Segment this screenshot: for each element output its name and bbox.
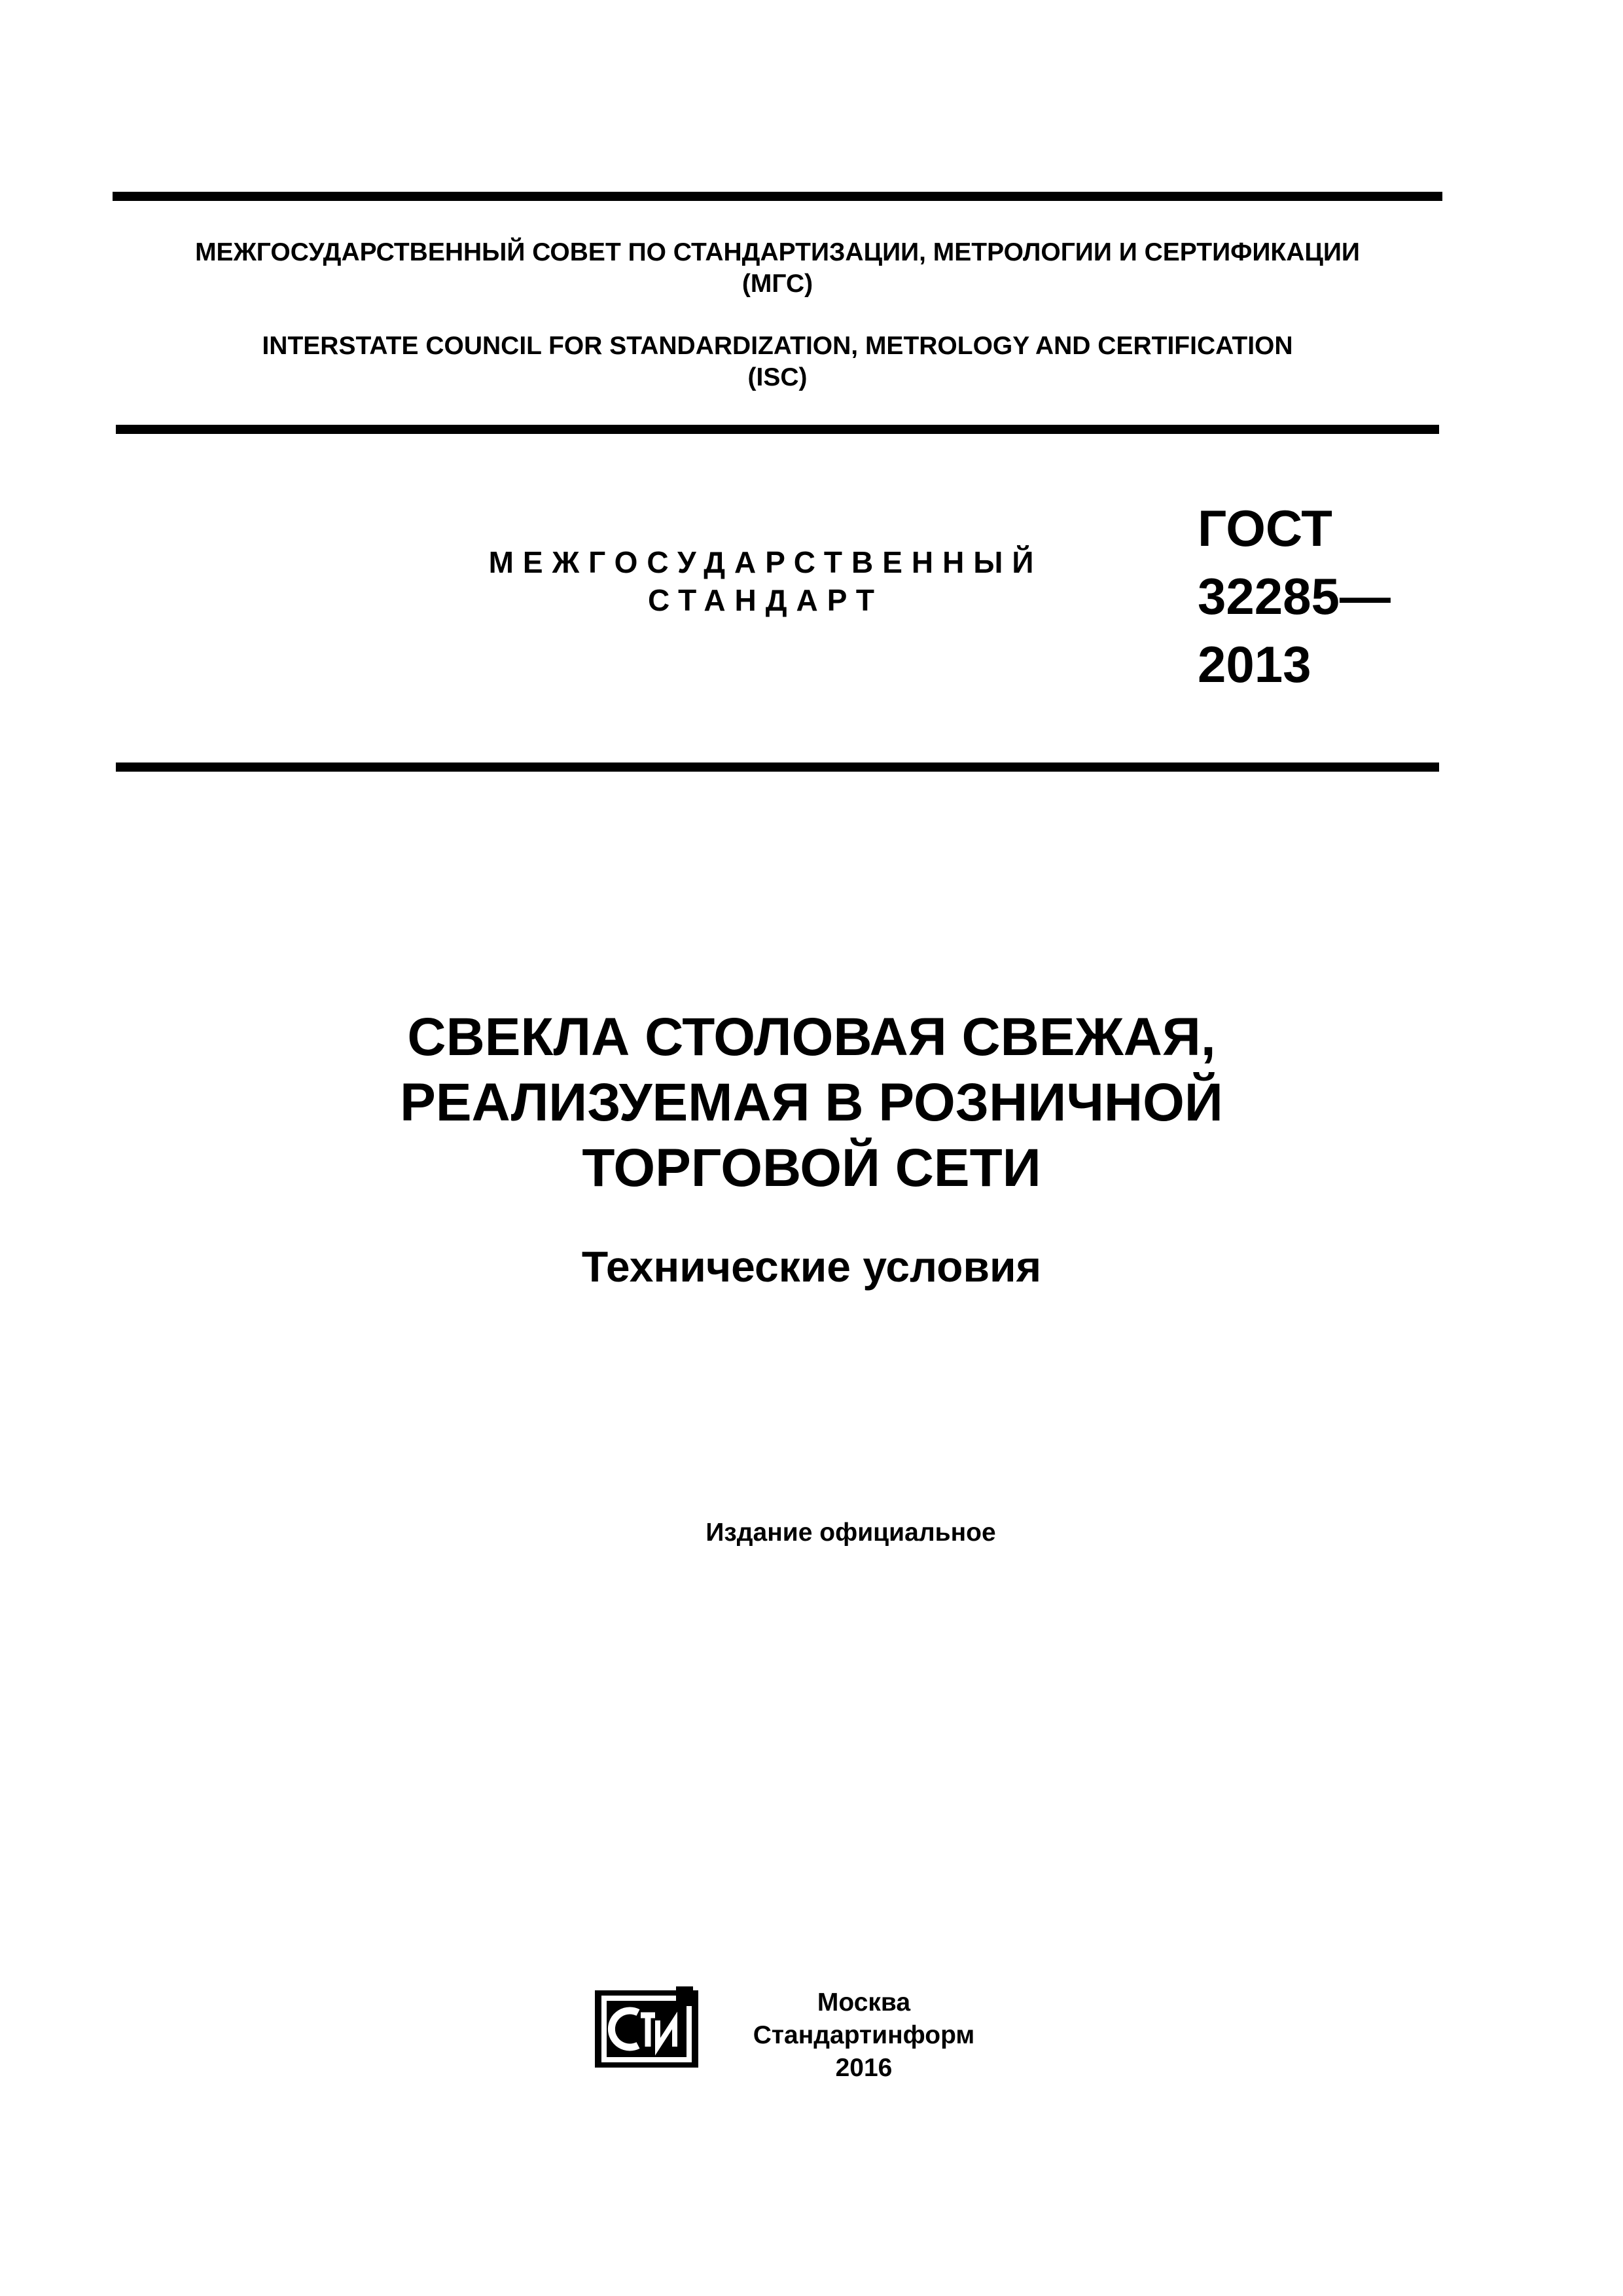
document-title (131, 1005, 1492, 1201)
council-en-name: INTERSTATE COUNCIL FOR STANDARDIZATION, METROLOGY AND CERTIFICATION (262, 332, 1293, 360)
document-subtitle: Технические условия (581, 1242, 1042, 1291)
standard-type-line2: СТАНДАРТ (648, 583, 883, 617)
publisher-name: Стандартинформ (753, 2021, 975, 2049)
council-ru (113, 237, 1442, 300)
standard-type-line1: МЕЖГОСУДАРСТВЕННЫЙ (488, 545, 1043, 579)
publisher-block (707, 1986, 1021, 2085)
council-en (113, 331, 1442, 393)
council-ru-abbr: (МГС) (741, 270, 813, 298)
header-bottom-rule (116, 425, 1439, 434)
edition-note: Издание официальное (705, 1518, 996, 1547)
title-line3: ТОРГОВОЙ СЕТИ (582, 1138, 1041, 1198)
designation-bottom-rule (116, 762, 1439, 772)
publisher-city: Москва (817, 1988, 911, 2017)
council-ru-name: МЕЖГОСУДАРСТВЕННЫЙ СОВЕТ ПО СТАНДАРТИЗАЦИИ, МЕТРОЛОГИИ И СЕРТИФИКАЦИИ (195, 238, 1360, 266)
council-en-abbr: (ISC) (747, 363, 808, 391)
gost-label: ГОСТ (1198, 499, 1332, 557)
top-rule (113, 192, 1442, 201)
gost-number: 32285— (1198, 567, 1391, 625)
standard-type (419, 543, 1113, 619)
publisher-year: 2016 (835, 2054, 893, 2082)
standartinform-logo-icon (592, 1986, 704, 2072)
gost-year: 2013 (1198, 636, 1311, 693)
title-line1: СВЕКЛА СТОЛОВАЯ СВЕЖАЯ, (407, 1007, 1216, 1067)
gost-designation (1198, 494, 1433, 698)
title-line2: РЕАЛИЗУЕМАЯ В РОЗНИЧНОЙ (400, 1073, 1223, 1132)
